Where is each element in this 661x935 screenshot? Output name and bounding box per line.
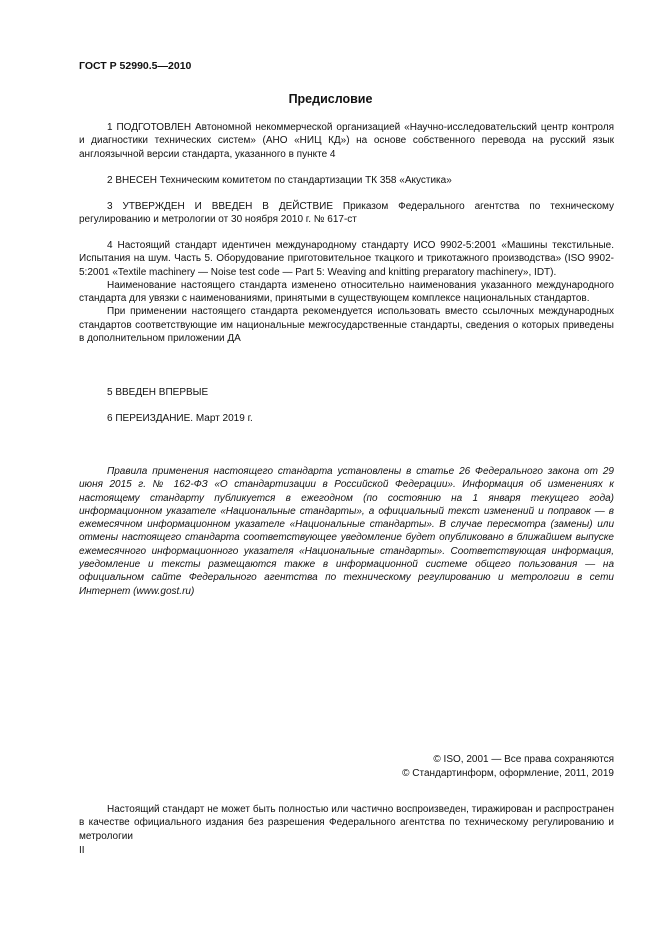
copyright-iso: © ISO, 2001 — Все права сохраняются (433, 754, 614, 765)
item-5-text: 5 ВВЕДЕН ВПЕРВЫЕ (107, 387, 209, 398)
item-5 (79, 386, 614, 399)
item-6 (79, 412, 614, 425)
item-4-paragraph-3: При применении настоящего стандарта рекомендуется использовать вместо ссылочных международных стандартов соответствующие им национальные межгосударственные стандарты, сведения о которых приведены в дополнительном приложении ДА (79, 306, 614, 345)
item-2-text: 2 ВНЕСЕН Техническим комитетом по стандартизации ТК 358 «Акустика» (107, 175, 452, 186)
item-2 (79, 174, 614, 187)
item-4-paragraph-1: 4 Настоящий стандарт идентичен международному стандарту ИСО 9902-5:2001 «Машины текстильные. Испытания на шум. Часть 5. Оборудование приготовительное ткацкого и трикотажного производства» (ISO 9902-5:2001 «Textile machinery — Noise test code — Part 5: Weaving and knitting preparatory machinery», IDT). (79, 240, 614, 278)
item-4-paragraph-2: Наименование настоящего стандарта изменено относительно наименования указанного международного стандарта для увязки с наименованиями, принятыми в существующем комплексе национальных стандартов. (79, 279, 614, 305)
reprint-notice (79, 803, 614, 843)
page-title: Предисловие (288, 92, 373, 106)
item-3-text: 3 УТВЕРЖДЕН И ВВЕДЕН В ДЕЙСТВИЕ Приказом Федерального агентства по техническому регулированию и метрологии от 30 ноября 2010 г. № 617-ст (79, 201, 614, 226)
copyright-standartinform: © Стандартинформ, оформление, 2011, 2019 (402, 767, 614, 779)
item-3 (79, 200, 614, 227)
copyright-block (402, 753, 614, 780)
page-number: II (79, 845, 85, 856)
item-4 (79, 239, 614, 345)
standard-code: ГОСТ Р 52990.5—2010 (79, 60, 192, 72)
item-6-text: 6 ПЕРЕИЗДАНИЕ. Март 2019 г. (107, 413, 253, 424)
item-1-text: 1 ПОДГОТОВЛЕН Автономной некоммерческой организацией «Научно-исследовательский центр контроля и диагностики технических систем» (АНО «НИЦ КД») на основе собственного перевода на русский язык англоязычной версии стандарта, указанного в пункте 4 (79, 122, 614, 160)
reprint-notice-text: Настоящий стандарт не может быть полностью или частично воспроизведен, тиражирован и распространен в качестве официального издания без разрешения Федерального агентства по техническому регулированию и метрологии (79, 804, 614, 842)
item-1 (79, 121, 614, 161)
application-notice-text: Правила применения настоящего стандарта установлены в статье 26 Федерального закона от 29 июня 2015 г. № 162-ФЗ «О стандартизации в Российской Федерации». Информация об изменениях к настоящему стандарту публикуется в ежегодном (по состоянию на 1 января текущего года) информационном указателе «Национальные стандарты», а официальный текст изменений и поправок — в ежемесячном информационном указателе «Национальные стандарты». В случае пересмотра (замены) или отмены настоящего стандарта соответствующее уведомление будет опубликовано в ближайшем выпуске ежемесячного информационного указателя «Национальные стандарты». Соответствующая информация, уведомление и тексты размещаются также в информационной системе общего пользования — на официальном сайте Федерального агентства по техническому регулированию и метрологии в сети Интернет (www.gost.ru) (79, 466, 614, 597)
application-notice (79, 465, 614, 598)
